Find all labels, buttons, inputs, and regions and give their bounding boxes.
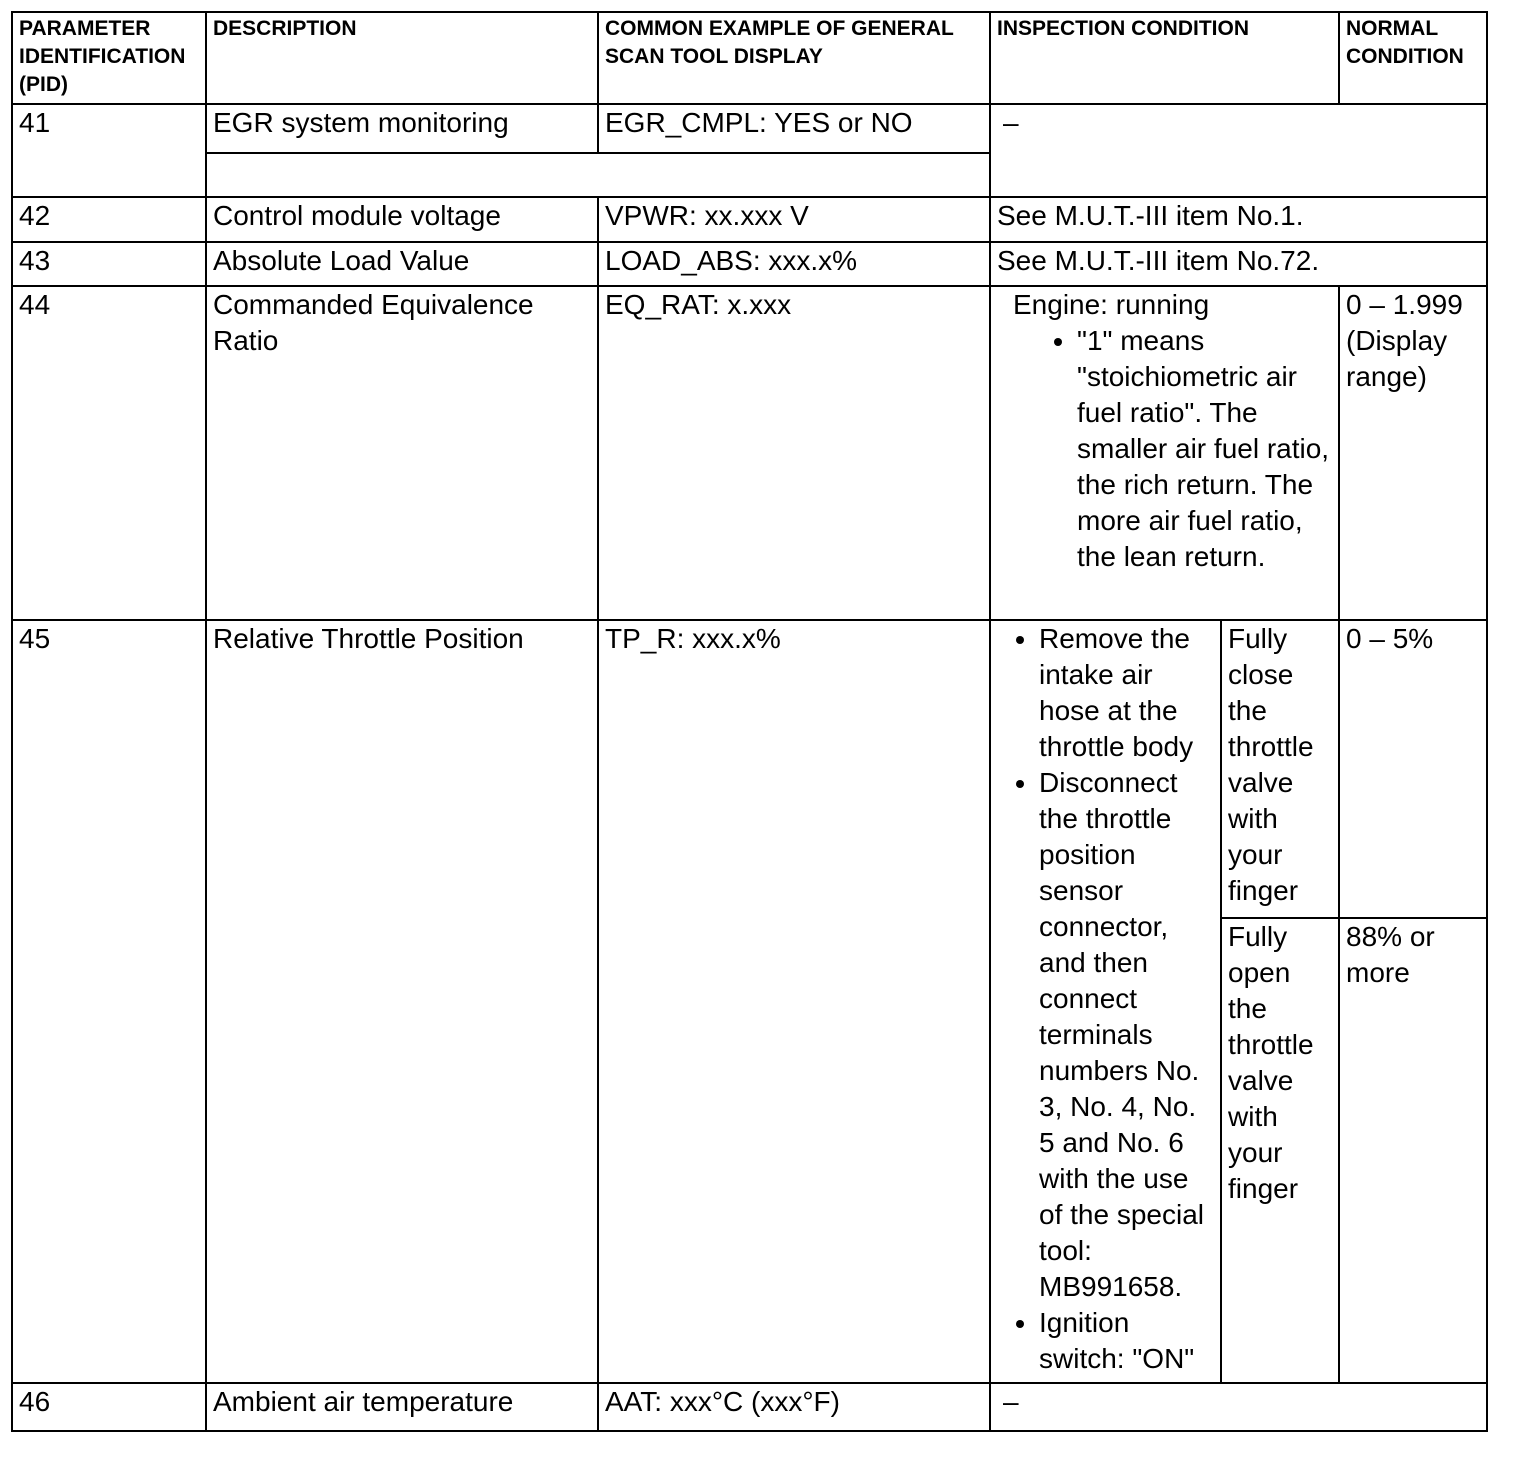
table-row (12, 1383, 1487, 1431)
inspection-cell (990, 104, 1487, 197)
pid-cell: 46 (12, 1383, 206, 1431)
list-item: • "1" means "stoichiometric air fuel ratio". The smaller air fuel ratio, the rich return. The more air fuel ratio, the lean return. (1077, 323, 1332, 575)
scan-display-cell: VPWR: xx.xxx V (598, 197, 990, 242)
description-cell: EGR system monitoring (206, 104, 598, 153)
scan-display-cell: EQ_RAT: x.xxx (598, 286, 990, 620)
sub-condition-cell: Fully close the throttle valve with your finger (1221, 620, 1339, 918)
pid-cell: 44 (12, 286, 206, 620)
list-item: • Disconnect the throttle position sensor connector, and then connect terminals numbers No. 3, No. 4, No. 5 and No. 6 with the use of the special tool: MB991658. (1039, 765, 1214, 1305)
list-item: • Ignition switch: "ON" (1039, 1305, 1214, 1377)
table-header-row (12, 12, 1487, 104)
header-inspection-condition: INSPECTION CONDITION (990, 12, 1339, 104)
scan-display-cell: AAT: xxx°C (xxx°F) (598, 1383, 990, 1431)
pid-cell: 42 (12, 197, 206, 242)
scan-display-cell: LOAD_ABS: xxx.x% (598, 242, 990, 286)
scan-display-cell: TP_R: xxx.x% (598, 620, 990, 1383)
description-cell: Absolute Load Value (206, 242, 598, 286)
table-row (12, 620, 1487, 918)
empty-cell (206, 153, 990, 197)
description-cell: Commanded Equivalence Ratio (206, 286, 598, 620)
list-item: • Remove the intake air hose at the throttle body (1039, 621, 1214, 765)
sub-condition-cell: Fully open the throttle valve with your finger (1221, 918, 1339, 1383)
pid-cell: 45 (12, 620, 206, 1383)
inspection-cell: See M.U.T.-III item No.72. (990, 242, 1487, 286)
description-cell: Control module voltage (206, 197, 598, 242)
header-scan-display: COMMON EXAMPLE OF GENERAL SCAN TOOL DISPLAY (598, 12, 990, 104)
table-row (12, 242, 1487, 286)
inspection-dash: – (1003, 1386, 1019, 1417)
pid-cell: 41 (12, 104, 206, 197)
inspection-cell (990, 286, 1339, 620)
inspection-cell (990, 620, 1221, 1383)
header-description: DESCRIPTION (206, 12, 598, 104)
header-pid: PARAMETER IDENTIFICATION (PID) (12, 12, 206, 104)
table-row (12, 286, 1487, 620)
inspection-cell (990, 1383, 1487, 1431)
inspection-title: Engine: running (1013, 289, 1210, 320)
scan-display-cell: EGR_CMPL: YES or NO (598, 104, 990, 153)
description-cell: Relative Throttle Position (206, 620, 598, 1383)
inspection-dash: – (1003, 107, 1019, 138)
inspection-cell: See M.U.T.-III item No.1. (990, 197, 1487, 242)
normal-cell: 0 – 5% (1339, 620, 1487, 918)
pid-table (11, 11, 1488, 1432)
table-row (12, 197, 1487, 242)
description-cell: Ambient air temperature (206, 1383, 598, 1431)
normal-cell: 0 – 1.999 (Display range) (1339, 286, 1487, 620)
table-row (12, 104, 1487, 153)
inspection-bullet-list (997, 621, 1214, 1377)
header-normal-condition: NORMAL CONDITION (1339, 12, 1487, 104)
inspection-bullet-list (997, 323, 1332, 575)
normal-cell: 88% or more (1339, 918, 1487, 1383)
pid-cell: 43 (12, 242, 206, 286)
